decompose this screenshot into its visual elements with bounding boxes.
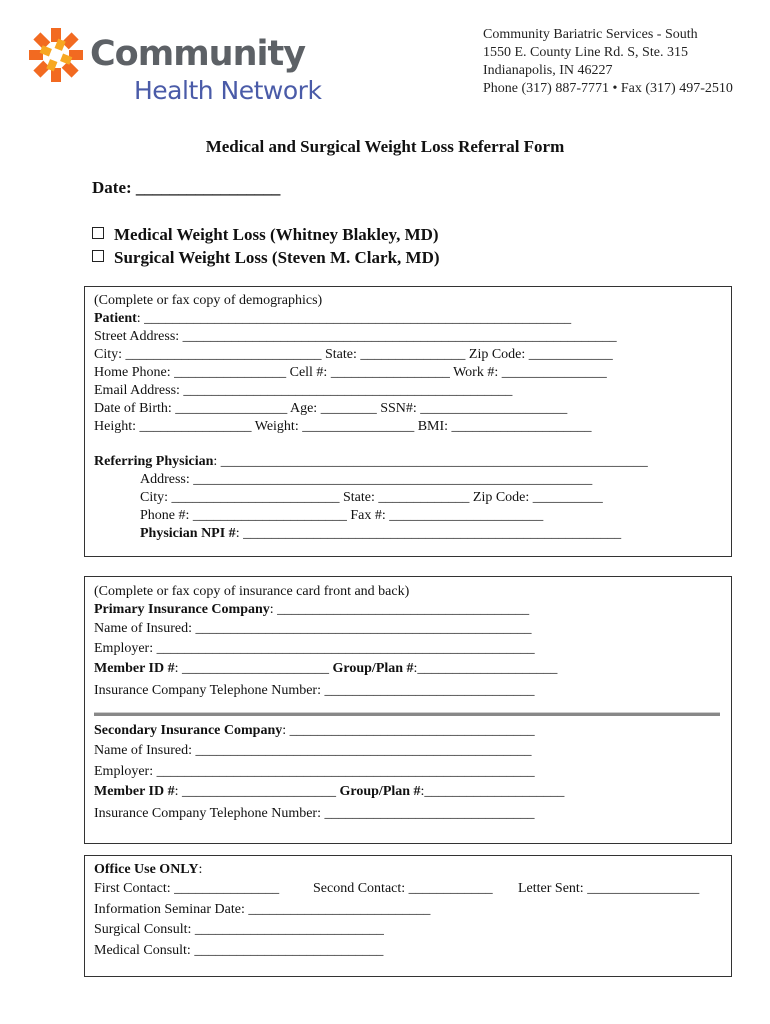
group-plan-blank: :____________________ [420, 784, 565, 799]
secondary-insurance-blank: : ___________________________________ [282, 723, 535, 738]
physician-npi-blank: : ______________________________________________________ [235, 526, 622, 541]
email-field[interactable]: Email Address: _______________________________________________ [94, 383, 513, 398]
physician-npi-label: Physician NPI # [140, 526, 236, 541]
height-weight-bmi-field[interactable]: Height: ________________ Weight: ________________ BMI: ____________________ [94, 419, 592, 434]
option-label: Surgical Weight Loss (Steven M. Clark, MD) [114, 248, 440, 267]
physician-address-field[interactable]: Address: _________________________________________________________ [140, 472, 593, 487]
logo-wordmark-health-network: Health Network [134, 76, 322, 105]
primary-insurance-field[interactable] [94, 601, 529, 619]
primary-insurance-label: Primary Insurance Company [94, 602, 270, 617]
primary-name-of-insured-field[interactable]: Name of Insured: ________________________________________________ [94, 621, 532, 636]
address-line: Community Bariatric Services - South [483, 27, 698, 42]
logo-wordmark-community: Community [90, 34, 306, 74]
second-contact-field[interactable]: Second Contact: ____________ [313, 881, 493, 896]
referring-physician-blank: : _____________________________________________________________ [213, 454, 648, 469]
primary-insurance-phone-field[interactable]: Insurance Company Telephone Number: ______________________________ [94, 683, 535, 698]
option-surgical-weight-loss[interactable] [92, 248, 440, 268]
member-id-label: Member ID # [94, 784, 175, 799]
patient-field[interactable] [94, 310, 571, 328]
secondary-name-of-insured-field[interactable]: Name of Insured: ________________________________________________ [94, 743, 532, 758]
secondary-insurance-label: Secondary Insurance Company [94, 723, 283, 738]
secondary-insurance-field[interactable] [94, 722, 535, 740]
primary-insurance-blank: : ____________________________________ [269, 602, 530, 617]
medical-consult-field[interactable]: Medical Consult: ___________________________ [94, 943, 384, 958]
secondary-employer-field[interactable]: Employer: ______________________________________________________ [94, 764, 535, 779]
address-line: Phone (317) 887-7771 • Fax (317) 497-2510 [483, 81, 733, 96]
option-label: Medical Weight Loss (Whitney Blakley, MD) [114, 225, 439, 244]
option-medical-weight-loss[interactable] [92, 225, 439, 245]
surgical-consult-field[interactable]: Surgical Consult: ___________________________ [94, 922, 384, 937]
seminar-date-field[interactable]: Information Seminar Date: __________________________ [94, 902, 431, 917]
city-state-zip-field[interactable]: City: ____________________________ State: _______________ Zip Code: ____________ [94, 347, 613, 362]
group-plan-label: Group/Plan # [332, 661, 414, 676]
member-id-blank: : _____________________ [174, 661, 333, 676]
phone-fields[interactable]: Home Phone: ________________ Cell #: _________________ Work #: _______________ [94, 365, 607, 380]
demographics-note: (Complete or fax copy of demographics) [94, 293, 323, 308]
insurance-note: (Complete or fax copy of insurance card front and back) [94, 584, 410, 599]
dob-age-ssn-field[interactable]: Date of Birth: ________________ Age: ________ SSN#: _____________________ [94, 401, 568, 416]
physician-phone-fax-field[interactable]: Phone #: ______________________ Fax #: ______________________ [140, 508, 544, 523]
physician-city-state-zip-field[interactable]: City: ________________________ State: _____________ Zip Code: __________ [140, 490, 603, 505]
group-plan-blank: :____________________ [413, 661, 558, 676]
office-use-heading [94, 861, 202, 879]
referring-physician-field[interactable] [94, 453, 648, 471]
form-title: Medical and Surgical Weight Loss Referral Form [205, 137, 565, 156]
patient-blank: : _____________________________________________________________ [136, 311, 572, 326]
group-plan-label: Group/Plan # [339, 784, 421, 799]
community-star-logo-icon [28, 27, 84, 83]
member-id-label: Member ID # [94, 661, 175, 676]
letter-sent-field[interactable]: Letter Sent: ________________ [518, 881, 700, 896]
address-line: 1550 E. County Line Rd. S, Ste. 315 [483, 45, 688, 60]
member-id-blank: : ______________________ [174, 784, 340, 799]
address-line: Indianapolis, IN 46227 [483, 63, 613, 78]
primary-employer-field[interactable]: Employer: ______________________________________________________ [94, 641, 535, 656]
checkbox[interactable] [92, 250, 104, 262]
physician-npi-field[interactable] [140, 525, 621, 543]
primary-member-group-field[interactable] [94, 660, 557, 678]
section-divider [94, 712, 720, 716]
referring-physician-label: Referring Physician [94, 454, 214, 469]
date-field[interactable]: Date: _________________ [92, 178, 281, 197]
checkbox[interactable] [92, 227, 104, 239]
office-use-colon: : [198, 862, 203, 877]
street-address-field[interactable]: Street Address: ______________________________________________________________ [94, 329, 617, 344]
first-contact-field[interactable]: First Contact: _______________ [94, 881, 280, 896]
patient-label: Patient [94, 311, 137, 326]
secondary-insurance-phone-field[interactable]: Insurance Company Telephone Number: ______________________________ [94, 806, 535, 821]
office-use-label: Office Use ONLY [94, 862, 199, 877]
secondary-member-group-field[interactable] [94, 783, 564, 801]
clinic-address [483, 26, 733, 98]
